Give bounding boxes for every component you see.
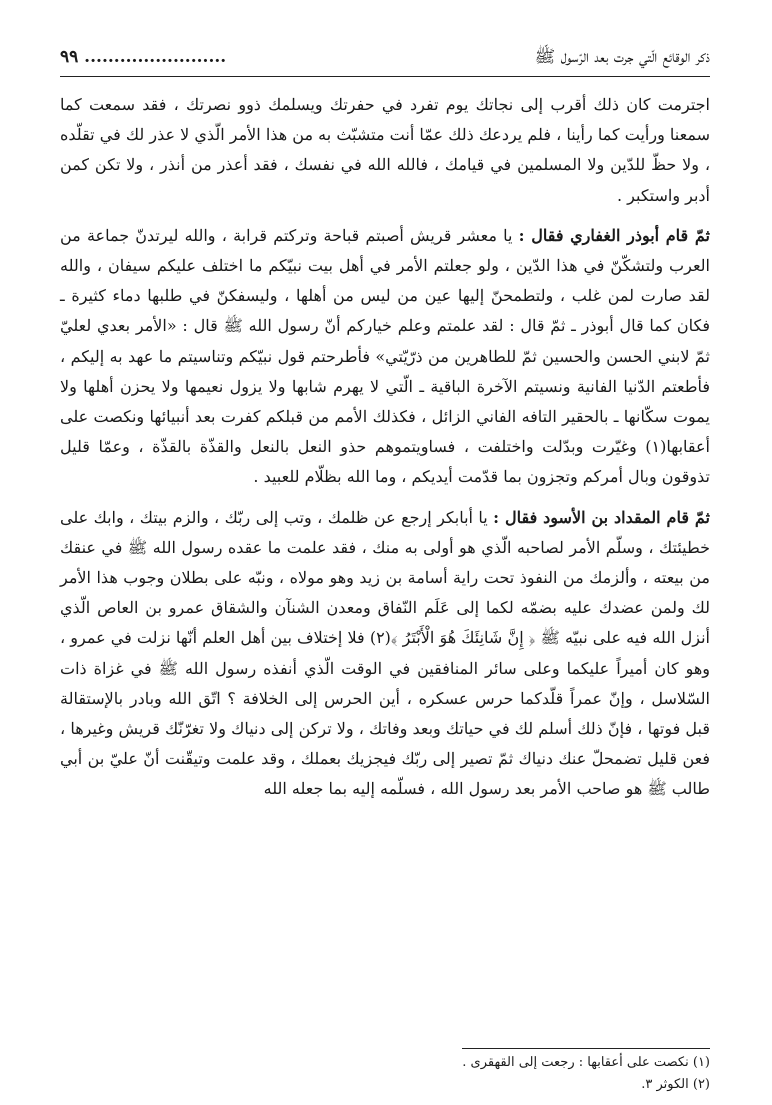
paragraph: [60, 90, 710, 211]
footnote-divider: [462, 1048, 710, 1049]
speaker-label: ثمّ قام المقداد بن الأسود فقال :: [493, 507, 710, 527]
speaker-label: ثمّ قام أبوذر الغفاري فقال :: [518, 225, 710, 245]
footnote: (١) نكصت على أعقابها : رجعت إلى القهقرى .: [462, 1055, 710, 1070]
paragraph: [60, 221, 710, 493]
paragraph-text: اجترمت كان ذلك أقرب إلى نجاتك يوم تفرد في حفرتك ويسلمك ذوو نصرتك ، فقد سمعت كما سمعنا ورأيت كما رأينا ، فلم يردعك ذلك عمّا أنت متشبّث به من هذا الأمر الّذي لا عذر لك في تقلّده ، ولا حظّ للدّين ولا المسلمين في قيامك ، فالله الله في نفسك ، فقد أعذر من أنذر ، ولا تكن كمن أدبر واستكبر .: [60, 95, 710, 205]
paragraph: [60, 503, 710, 805]
body-text: [60, 90, 710, 815]
running-title: ذكر الوقائع الّتي جرت بعد الرّسول ﷺ: [534, 47, 710, 67]
page-number: ........................ ٩٩: [60, 47, 227, 67]
page-header: [60, 46, 710, 77]
footnotes: [60, 1052, 710, 1096]
paragraph-text: يا أبابكر إرجع عن ظلمك ، وتب إلى ربّك ، والزم بيتك ، وابك على خطيئتك ، وسلّم الأمر لصاحبه الّذي هو أولى به منك ، فقد علمت ما عقده رسول الله ﷺ في عنقك من بيعته ، وألزمك من النفوذ تحت راية أسامة بن زيد وهو مولاه ، ونبّه على بطلان وجوب هذا الأمر لك ولمن عضدك عليه بضمّه لكما إلى عَلَم النّفاق ومعدن الشنآن والشقاق عمرو بن العاص الّذي أنزل الله فيه على نبيّه ﷺ ﴿ إِنَّ شَانِئَكَ هُوَ الْأَبْتَرُ ﴾(٢) فلا إختلاف بين أهل العلم أنّها نزلت في عمرو ، وهو كان أميراً عليكما وعلى سائر المنافقين في الوقت الّذي أنفذه رسول الله ﷺ في غزاة ذات السّلاسل ، وإنّ عمراً قلّدكما حرس عسكره ، أين الحرس إلى الخلافة ؟ اتّق الله وبادر بالإستقالة قبل فوتها ، فإنّ ذلك أسلم لك في حياتك وبعد وفاتك ، ولا تركن إلى دنياك ولا تغرّنّك قريش وغيرها ، فعن قليل تضمحلّ عنك دنياك ثمّ تصير إلى ربّك فيجزيك بعملك ، وقد علمت وتيقّنت أنّ عليّ بن أبي طالب ﷺ هو صاحب الأمر بعد رسول الله ، فسلّمه إليه بما جعله الله: [60, 507, 711, 799]
footnote: (٢) الكوثر ٣.: [641, 1077, 710, 1092]
paragraph-text: يا معشر قريش أصبتم قباحة وتركتم قرابة ، والله ليرتدنّ جماعة من العرب ولتشكّنّ في هذا الدّين ، ولو جعلتم الأمر في أهل بيت نبيّكم ما اختلف عليكم سيفان ، والله لقد صارت لمن غلب ، ولتطمحنّ إليها عين من ليس من أهلها ، وليسفكنّ في طلبها دماء كثيرة ـ فكان كما قال أبوذر ـ ثمّ قال : لقد علمتم وعلم خياركم أنّ رسول الله ﷺ قال : «الأمر بعدي لعليّ ثمّ لابني الحسن والحسين ثمّ للطاهرين من ذرّيّتي» فأطرحتم قول نبيّكم وتناسيتم ما عهد به إليكم ، فأطعتم الدّنيا الفانية ونسيتم الآخرة الباقية ـ الّتي لا يهرم شابها ولا يزول نعيمها ولا يحزن أهلها ولا يموت سكّانها ـ بالحقير التافه الفاني الزائل ، فكذلك الأمم من قبلكم كفرت بعد أنبيائها ونكصت على أعقابها(١) وغيّرت وبدّلت واختلفت ، فساويتموهم حذو النعل بالنعل والقذّة بالقذّة ، وعمّا قليل تذوقون وبال أمركم وتجزون بما قدّمت أيديكم ، وما الله بظلّام للعبيد .: [60, 225, 711, 487]
